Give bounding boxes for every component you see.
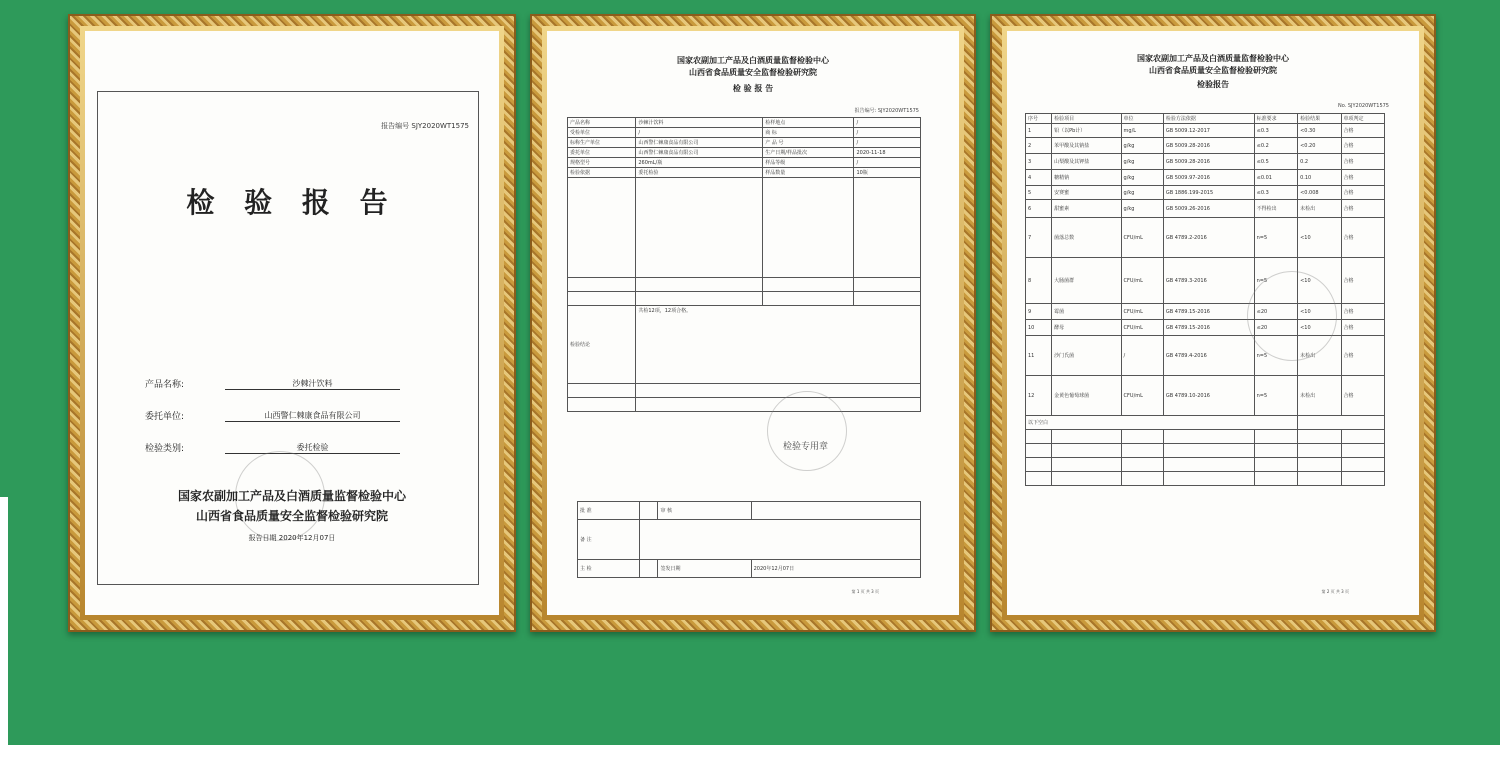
- table-cell: 安赛蜜: [1052, 186, 1121, 200]
- table-cell: 10: [1026, 320, 1052, 336]
- issuing-org-2: 山西省食品质量安全监督检验研究院: [195, 509, 388, 523]
- table-cell: 未检出: [1298, 200, 1341, 218]
- certificate-1-paper: [85, 31, 499, 615]
- table-cell: 8: [1026, 258, 1052, 304]
- table-cell: g/kg: [1121, 186, 1163, 200]
- table-cell: 合格: [1341, 320, 1384, 336]
- table-cell: 合格: [1341, 304, 1384, 320]
- white-bottom-strip: [0, 745, 1500, 757]
- table-cell: n=5: [1254, 376, 1297, 416]
- table-cell: 苯甲酸及其钠盐: [1052, 138, 1121, 154]
- table-cell: g/kg: [1121, 154, 1163, 170]
- table-cell: 酵母: [1052, 320, 1121, 336]
- table-cell: GB 5009.26-2016: [1163, 200, 1254, 218]
- table-cell: CFU/mL: [1121, 258, 1163, 304]
- table-cell: ≤0.3: [1254, 124, 1297, 138]
- table-cell: CFU/mL: [1121, 218, 1163, 258]
- table-cell: GB 1886.199-2015: [1163, 186, 1254, 200]
- table-cell: <10: [1298, 218, 1341, 258]
- table-header-row: 序号 检验项目 单位 检验方法依据 标准要求 检验结果 单项判定: [1026, 114, 1385, 124]
- signature-table: [577, 501, 921, 578]
- table-cell: 甜蜜素: [1052, 200, 1121, 218]
- table-cell: 未检出: [1298, 376, 1341, 416]
- table-cell: mg/L: [1121, 124, 1163, 138]
- field-label: 检验类别:: [145, 444, 185, 454]
- table-cell: 合格: [1341, 124, 1384, 138]
- table-cell: 7: [1026, 218, 1052, 258]
- report-title: 检 验 报 告: [732, 83, 774, 93]
- table-cell: <10: [1298, 304, 1341, 320]
- table-cell: 糖精钠: [1052, 170, 1121, 186]
- report-number: No. SJY2020WT1575: [1337, 103, 1389, 109]
- table-row: [1026, 186, 1385, 200]
- table-cell: ≤0.01: [1254, 170, 1297, 186]
- table-cell: <10: [1298, 258, 1341, 304]
- report-title: 检验报告: [1197, 79, 1229, 89]
- table-cell: 合格: [1341, 376, 1384, 416]
- field-label: 产品名称:: [145, 380, 185, 390]
- table-row: [1026, 200, 1385, 218]
- certificate-frame-1: [68, 14, 516, 632]
- table-cell: GB 5009.28-2016: [1163, 154, 1254, 170]
- table-cell: GB 4789.2-2016: [1163, 218, 1254, 258]
- table-row: 受检单位 / 商 标 /: [568, 128, 921, 138]
- table-cell: GB 4789.3-2016: [1163, 258, 1254, 304]
- table-row: [568, 278, 921, 292]
- table-row: [568, 292, 921, 306]
- table-cell: 合格: [1341, 138, 1384, 154]
- table-row: 委托单位 山西警仁棘康食品有限公司 生产日期/样品批次 2020-11-18: [568, 148, 921, 158]
- table-cell: CFU/mL: [1121, 304, 1163, 320]
- table-cell: 3: [1026, 154, 1052, 170]
- table-row: 规格型号 260mL/瓶 样品等级 /: [568, 158, 921, 168]
- table-cell: GB 5009.28-2016: [1163, 138, 1254, 154]
- report-number: 报告编号 SJY2020WT1575: [381, 122, 469, 130]
- table-cell: 沙门氏菌: [1052, 336, 1121, 376]
- table-cell: 4: [1026, 170, 1052, 186]
- table-row: 批 准 审 核: [578, 502, 921, 520]
- page-number: 第 2 页 共 3 页: [1321, 589, 1349, 594]
- certificate-3-paper: [1007, 31, 1419, 615]
- official-seal: [1247, 271, 1337, 361]
- table-cell: 霉菌: [1052, 304, 1121, 320]
- certificate-2-paper: [547, 31, 959, 615]
- official-seal: [767, 391, 847, 471]
- table-row: [568, 398, 921, 412]
- table-row: [1026, 138, 1385, 154]
- issuing-org-1: 国家农副加工产品及白酒质量监督检验中心: [177, 489, 406, 503]
- table-cell: CFU/mL: [1121, 320, 1163, 336]
- table-cell: 5: [1026, 186, 1052, 200]
- table-cell: 合格: [1341, 258, 1384, 304]
- table-cell: 合格: [1341, 170, 1384, 186]
- table-cell: g/kg: [1121, 138, 1163, 154]
- table-cell: 合格: [1341, 186, 1384, 200]
- table-row: [1026, 170, 1385, 186]
- certificate-frame-2: [530, 14, 976, 632]
- client-field: [145, 409, 400, 422]
- field-value: 沙棘汁饮料: [225, 378, 400, 390]
- table-cell: 未检出: [1298, 336, 1341, 376]
- report-title: 检 验 报 告: [186, 186, 398, 219]
- table-row: 主 检 签发日期 2020年12月07日: [578, 560, 921, 578]
- table-cell: GB 4789.15-2016: [1163, 304, 1254, 320]
- table-cell: 9: [1026, 304, 1052, 320]
- conclusion-label: 检验结论: [568, 306, 636, 384]
- table-row: [1026, 218, 1385, 258]
- table-cell: 1: [1026, 124, 1052, 138]
- table-cell: ≤0.5: [1254, 154, 1297, 170]
- table-row: [1026, 124, 1385, 138]
- table-row: 检验依据 委托检验 样品数量 10瓶: [568, 168, 921, 178]
- table-cell: ≤20: [1254, 320, 1297, 336]
- table-cell: <0.008: [1298, 186, 1341, 200]
- table-footer-row: [1026, 416, 1385, 430]
- table-cell: CFU/mL: [1121, 376, 1163, 416]
- conclusion-text: 共检12项，12项合格。: [636, 306, 921, 384]
- table-cell: 合格: [1341, 218, 1384, 258]
- table-cell: n=5: [1254, 336, 1297, 376]
- table-cell: <0.30: [1298, 124, 1341, 138]
- report-number: 报告编号: SJY2020WT1575: [854, 108, 919, 114]
- table-cell: 合格: [1341, 154, 1384, 170]
- table-row: 产品名称 沙棘汁饮料 检样地点 /: [568, 118, 921, 128]
- table-cell: 合格: [1341, 336, 1384, 376]
- table-cell: GB 5009.97-2016: [1163, 170, 1254, 186]
- table-cell: 山梨酸及其钾盐: [1052, 154, 1121, 170]
- table-row: 备 注: [578, 520, 921, 560]
- field-value: 山西警仁棘康食品有限公司: [225, 410, 400, 422]
- table-row: [568, 178, 921, 278]
- table-cell: 0.10: [1298, 170, 1341, 186]
- header-line-2: 山西省食品质量安全监督检验研究院: [689, 67, 817, 77]
- table-footer: 以下空白: [1026, 416, 1298, 430]
- table-cell: ≤20: [1254, 304, 1297, 320]
- conclusion-row: [568, 306, 921, 384]
- table-cell: GB 4789.15-2016: [1163, 320, 1254, 336]
- table-cell: g/kg: [1121, 170, 1163, 186]
- blank-row: [1026, 430, 1385, 444]
- blank-row: [1026, 458, 1385, 472]
- table-row: 标称生产单位 山西警仁棘康食品有限公司 产 品 号 /: [568, 138, 921, 148]
- table-cell: 6: [1026, 200, 1052, 218]
- blank-row: [1026, 444, 1385, 458]
- table-row: [1026, 154, 1385, 170]
- table-cell: g/kg: [1121, 200, 1163, 218]
- table-cell: <0.20: [1298, 138, 1341, 154]
- product-name-field: [145, 377, 400, 390]
- header-line-2: 山西省食品质量安全监督检验研究院: [1149, 65, 1277, 75]
- table-row: [1026, 376, 1385, 416]
- table-cell: n=5: [1254, 258, 1297, 304]
- field-label: 委托单位:: [145, 412, 185, 422]
- blank-row: [1026, 472, 1385, 486]
- table-cell: GB 4789.10-2016: [1163, 376, 1254, 416]
- report-date: 报告日期 2020年12月07日: [248, 534, 336, 542]
- table-cell: n=5: [1254, 218, 1297, 258]
- header-line-1: 国家农副加工产品及白酒质量监督检验中心: [677, 55, 829, 65]
- field-value: 委托检验: [225, 442, 400, 454]
- certificate-frame-3: [990, 14, 1436, 632]
- table-cell: 不得检出: [1254, 200, 1297, 218]
- table-cell: /: [1121, 336, 1163, 376]
- table-cell: <10: [1298, 320, 1341, 336]
- table-cell: 11: [1026, 336, 1052, 376]
- table-cell: 2: [1026, 138, 1052, 154]
- table-cell: 菌落总数: [1052, 218, 1121, 258]
- page-number: 第 1 页 共 3 页: [851, 589, 879, 594]
- table-cell: 合格: [1341, 200, 1384, 218]
- table-cell: ≤0.3: [1254, 186, 1297, 200]
- table-cell: GB 4789.4-2016: [1163, 336, 1254, 376]
- table-row: [568, 384, 921, 398]
- info-table: [567, 117, 921, 412]
- table-row: [1026, 336, 1385, 376]
- header-line-1: 国家农副加工产品及白酒质量监督检验中心: [1137, 53, 1289, 63]
- seal-label: 检验专用章: [783, 442, 829, 452]
- table-cell: 0.2: [1298, 154, 1341, 170]
- table-cell: 12: [1026, 376, 1052, 416]
- table-cell: GB 5009.12-2017: [1163, 124, 1254, 138]
- table-cell: 铅（以Pb计）: [1052, 124, 1121, 138]
- table-cell: 金黄色葡萄球菌: [1052, 376, 1121, 416]
- table-cell: ≤0.2: [1254, 138, 1297, 154]
- table-cell: 大肠菌群: [1052, 258, 1121, 304]
